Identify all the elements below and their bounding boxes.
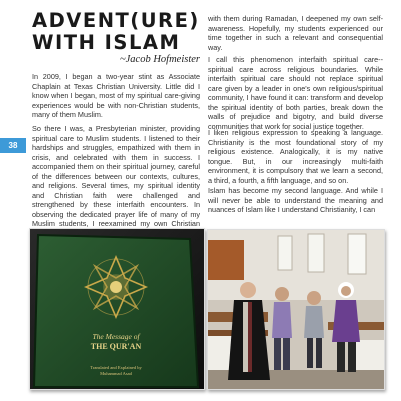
chapel-scene-illustration bbox=[208, 230, 384, 389]
paragraph-2: So there I was, a Presbyterian minister, providing spiritual care to Muslim students. I listened to their hardships and struggles, empathized with them in crisis, and celebrated with them in success. I accompanied them on their spiritual journey, careful of the differences between our contexts, cultures, and religions. Several times, my spiritual identity and Christian faith were challenged and strengthened by these interfaith encounters. In observing the dedicated prayer life of many of my Muslim students, I reexamined my own Christian bbox=[32, 124, 200, 228]
paragraph-6: Islam has become my second language. And while I will never be able to understand the meaning and nuances of Islam like I understand Christianity, I can bbox=[208, 186, 383, 214]
paragraph-1: In 2009, I began a two-year stint as Associate Chaplain at Texas Christian University. Little did I know when I began, most of my spiritual care-giving experiences would be with non-Christian students, many of them Muslim. bbox=[32, 72, 200, 119]
paragraph-3: with them during Ramadan, I deepened my own self-awareness. Hopefully, my students experienced our time together in such a relevant and consequential way. bbox=[208, 14, 383, 52]
book-cover-photo bbox=[29, 228, 205, 390]
book-translator-line-2: Muhammad Asad bbox=[100, 371, 132, 376]
page-number-badge: 38 bbox=[0, 138, 26, 153]
article-title bbox=[32, 10, 200, 54]
book-translator-line-1: Translated and Explained by bbox=[90, 365, 142, 370]
title-line-1: ADVENT(URE) bbox=[32, 9, 200, 32]
paragraph-4: I call this phenomenon interfaith spiritual care--spiritual care across religious boundaries. While interfaith spiritual care should not replace spiritual care given by a leader in one's own religious/spiritual community, I have found it can: transform and develop the spiritual identity of both parties, break down the walls of prejudice and bigotry, and build diverse communities that work for social justice together. bbox=[208, 55, 383, 131]
book-title-line-2: THE QUR'AN bbox=[90, 342, 142, 351]
paragraph-5: I liken religious expression to speaking a language. Christianity is the most foundational story of my religious existence. Analogically, it is my native tongue. But, in our increasingly multi-faith environment, it is compulsory that we learn a second, a third, a fourth, a fifth language, and so on. bbox=[208, 128, 383, 185]
book-cover-illustration bbox=[30, 229, 204, 389]
title-line-2: WITH ISLAM bbox=[32, 31, 181, 54]
book-title-line-1: The Message of bbox=[92, 332, 140, 341]
chapel-group-photo bbox=[207, 229, 385, 390]
author-byline: ~Jacob Hofmeister bbox=[119, 54, 200, 65]
